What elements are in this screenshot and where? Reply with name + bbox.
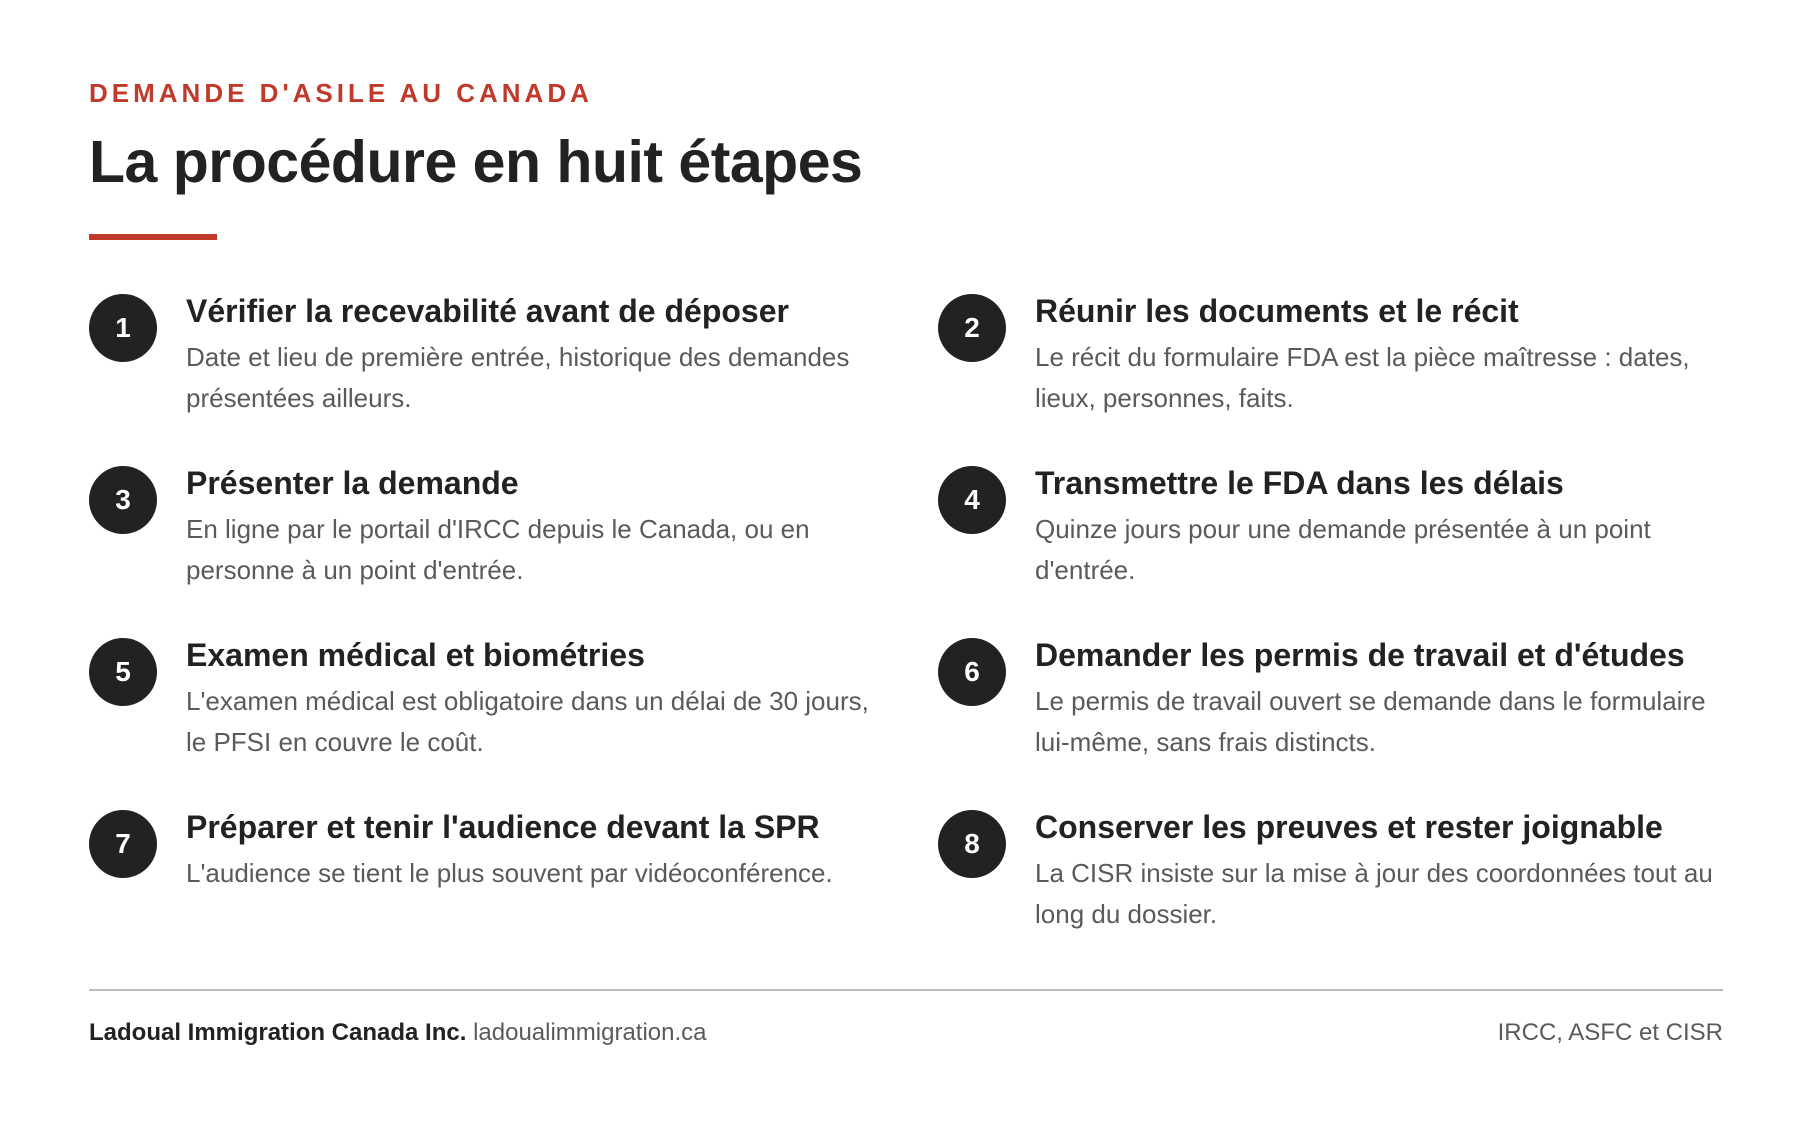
step-title: Présenter la demande xyxy=(186,465,519,501)
step-title: Demander les permis de travail et d'études xyxy=(1035,637,1685,673)
step-description: En ligne par le portail d'IRCC depuis le Canada, ou en personne à un point d'entrée. xyxy=(186,514,810,585)
step-7 xyxy=(89,806,938,978)
step-number-badge: 7 xyxy=(89,810,157,878)
company-website: ladoualimmigration.ca xyxy=(473,1019,707,1046)
footer-divider xyxy=(89,989,1723,991)
step-body xyxy=(1035,462,1723,591)
step-number-badge: 6 xyxy=(938,638,1006,706)
step-1 xyxy=(89,290,938,462)
step-4 xyxy=(938,462,1723,634)
step-2 xyxy=(938,290,1723,462)
page-title: La procédure en huit étapes xyxy=(89,129,863,195)
step-title: Réunir les documents et le récit xyxy=(1035,293,1519,329)
step-description: L'examen médical est obligatoire dans un délai de 30 jours, le PFSI en couvre le coût. xyxy=(186,686,869,757)
step-description: La CISR insiste sur la mise à jour des coordonnées tout au long du dossier. xyxy=(1035,858,1713,929)
footer-attribution xyxy=(89,1019,707,1047)
step-3 xyxy=(89,462,938,634)
step-title: Examen médical et biométries xyxy=(186,637,645,673)
step-description: Quinze jours pour une demande présentée à un point d'entrée. xyxy=(1035,514,1651,585)
infographic-page xyxy=(89,0,1723,1122)
step-description: Date et lieu de première entrée, historique des demandes présentées ailleurs. xyxy=(186,342,850,413)
footer-sources: IRCC, ASFC et CISR xyxy=(1497,1019,1723,1046)
step-number-badge: 4 xyxy=(938,466,1006,534)
step-body xyxy=(1035,634,1723,763)
step-description: Le permis de travail ouvert se demande dans le formulaire lui-même, sans frais distincts. xyxy=(1035,686,1706,757)
step-body xyxy=(1035,806,1723,935)
step-6 xyxy=(938,634,1723,806)
step-number-badge: 5 xyxy=(89,638,157,706)
step-description: Le récit du formulaire FDA est la pièce maîtresse : dates, lieux, personnes, faits. xyxy=(1035,342,1690,413)
step-description: L'audience se tient le plus souvent par vidéoconférence. xyxy=(186,858,833,888)
step-5 xyxy=(89,634,938,806)
footer xyxy=(89,1019,1723,1047)
step-number-badge: 8 xyxy=(938,810,1006,878)
step-body xyxy=(186,634,876,763)
step-8 xyxy=(938,806,1723,978)
steps-grid xyxy=(89,290,1723,978)
step-body xyxy=(186,290,876,419)
title-underline xyxy=(89,234,217,240)
step-body xyxy=(186,462,876,591)
eyebrow-label: DEMANDE D'ASILE AU CANADA xyxy=(89,78,593,108)
company-name: Ladoual Immigration Canada Inc. xyxy=(89,1019,467,1046)
step-number-badge: 1 xyxy=(89,294,157,362)
step-title: Transmettre le FDA dans les délais xyxy=(1035,465,1564,501)
step-body xyxy=(186,806,833,894)
step-title: Conserver les preuves et rester joignable xyxy=(1035,809,1663,845)
step-title: Vérifier la recevabilité avant de déposer xyxy=(186,293,789,329)
step-body xyxy=(1035,290,1723,419)
step-number-badge: 3 xyxy=(89,466,157,534)
step-title: Préparer et tenir l'audience devant la SPR xyxy=(186,809,820,845)
step-number-badge: 2 xyxy=(938,294,1006,362)
